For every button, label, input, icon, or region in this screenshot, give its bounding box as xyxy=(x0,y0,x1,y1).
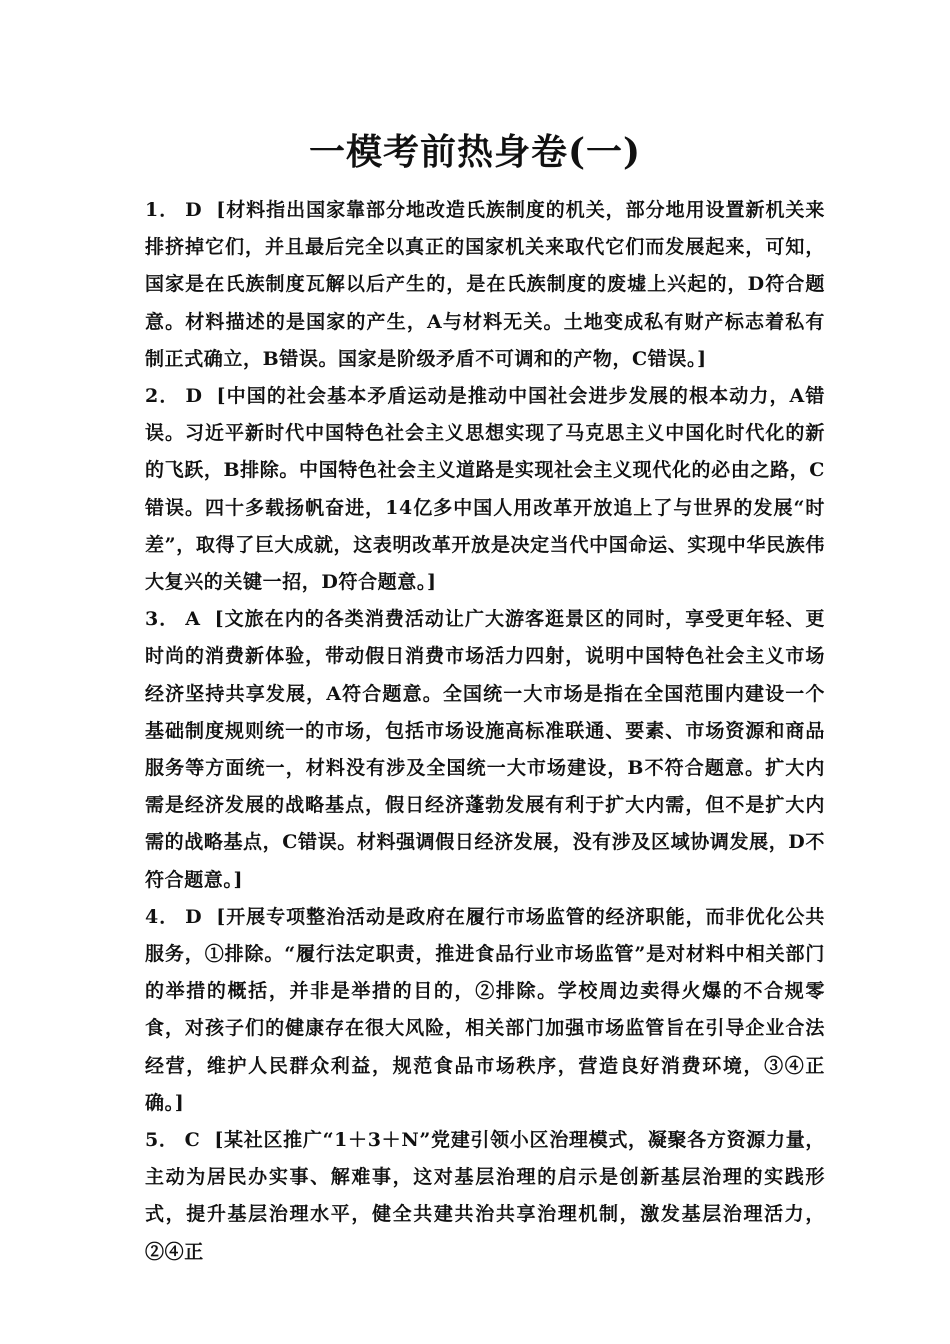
answer-explanation: [某社区推广“1＋3＋N”党建引领小区治理模式，凝聚各方资源力量，主动为居民办实事、解难事，这对基层治理的启示是创新基层治理的实践形式，提升基层治理水平，健全共建共治共享治理机制，激发基层治理活力，②④正 xyxy=(145,1129,825,1263)
answer-letter: D xyxy=(185,199,203,221)
question-number: 1． xyxy=(145,199,180,221)
answer-item-4 xyxy=(145,899,825,1122)
answer-list xyxy=(145,192,825,1271)
question-number: 3． xyxy=(145,608,180,631)
answer-item-2 xyxy=(145,378,825,601)
question-number: 5． xyxy=(145,1129,179,1152)
answer-letter: A xyxy=(185,608,201,631)
answer-letter: D xyxy=(185,385,203,408)
answer-explanation: [文旅在内的各类消费活动让广大游客逛景区的同时，享受更年轻、更时尚的消费新体验，带动假日消费市场活力四射，说明中国特色社会主义市场经济坚持共享发展，A符合题意。全国统一大市场是指在全国范围内建设一个基础制度规则统一的市场，包括市场设施高标准联通、要素、市场资源和商品服务等方面统一，材料没有涉及全国统一大市场建设，B不符合题意。扩大内需是经济发展的战略基点，假日经济蓬勃发展有利于扩大内需，但不是扩大内需的战略基点，C错误。材料强调假日经济发展，没有涉及区域协调发展，D不符合题意。] xyxy=(145,608,826,891)
answer-letter: D xyxy=(185,905,203,928)
answer-explanation: [材料指出国家靠部分地改造氏族制度的机关，部分地用设置新机关来排挤掉它们，并且最后完全以真正的国家机关来取代它们而发展起来，可知，国家是在氏族制度瓦解以后产生的，是在氏族制度的废墟上兴起的，D符合题意。材料描述的是国家的产生，A与材料无关。土地变成私有财产标志着私有制正式确立，B错误。国家是阶级矛盾不可调和的产物，C错误。] xyxy=(145,199,826,370)
answer-item-1 xyxy=(145,192,825,378)
page-title: 一模考前热身卷(一) xyxy=(308,131,642,173)
answer-explanation: [中国的社会基本矛盾运动是推动中国社会进步发展的根本动力，A错误。习近平新时代中国特色社会主义思想实现了马克思主义中国化时代化的新的飞跃，B排除。中国特色社会主义道路是实现社会主义现代化的必由之路，C错误。四十多载扬帆奋进，14亿多中国人用改革开放追上了与世界的发展“时差”，取得了巨大成就，这表明改革开放是决定当代中国命运、实现中华民族伟大复兴的关键一招，D符合题意。] xyxy=(145,385,825,594)
question-number: 2． xyxy=(145,385,180,408)
question-number: 4． xyxy=(145,905,180,928)
answer-item-3 xyxy=(145,601,825,899)
answer-letter: C xyxy=(184,1129,201,1152)
answer-explanation: [开展专项整治活动是政府在履行市场监管的经济职能，而非优化公共服务，①排除。“履行法定职责，推进食品行业市场监管”是对材料中相关部门的举措的概括，并非是举措的目的，②排除。学校周边卖得火爆的不合规零食，对孩子们的健康存在很大风险，相关部门加强市场监管旨在引导企业合法经营，维护人民群众利益，规范食品市场秩序，营造良好消费环境，③④正确。] xyxy=(145,905,826,1114)
answer-item-5 xyxy=(145,1122,825,1271)
